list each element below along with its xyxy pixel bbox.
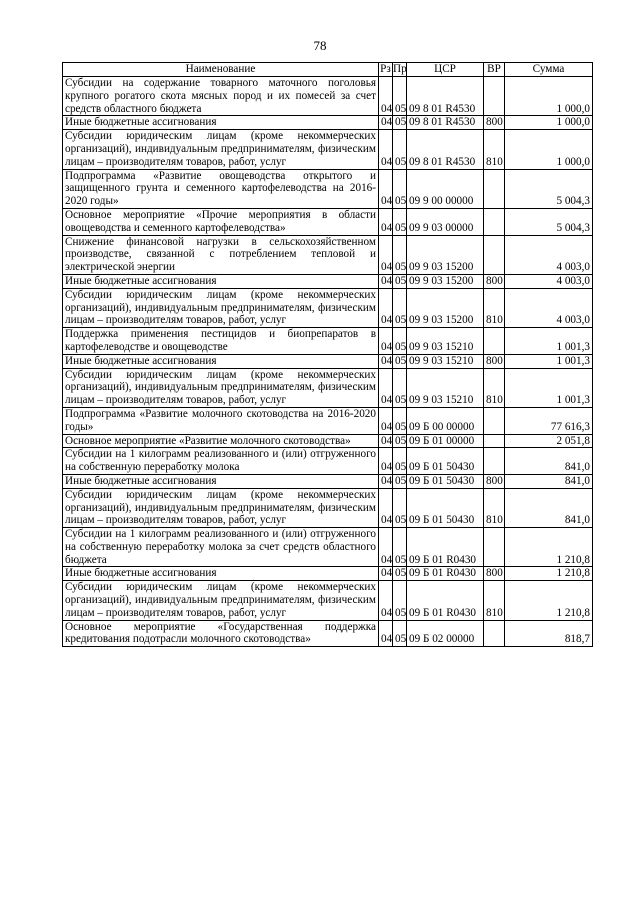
cell-sum: 4 003,0 bbox=[505, 288, 593, 327]
cell-pr: 05 bbox=[393, 328, 407, 355]
cell-csr: 09 8 01 R4530 bbox=[407, 77, 484, 116]
cell-pr: 05 bbox=[393, 77, 407, 116]
cell-sum: 1 210,8 bbox=[505, 528, 593, 567]
cell-rz: 04 bbox=[379, 116, 393, 130]
table-row bbox=[63, 208, 593, 235]
cell-name: Субсидии на содержание товарного маточного поголовья крупного рогатого скота мясных пород и их помесей за счет средств областного бюджета bbox=[63, 77, 379, 116]
table-row bbox=[63, 368, 593, 407]
cell-pr: 05 bbox=[393, 528, 407, 567]
cell-name: Иные бюджетные ассигнования bbox=[63, 274, 379, 288]
table-row bbox=[63, 169, 593, 208]
cell-sum: 1 001,3 bbox=[505, 368, 593, 407]
header-vr: ВР bbox=[484, 63, 505, 77]
cell-csr: 09 Б 01 R0430 bbox=[407, 581, 484, 620]
cell-name: Снижение финансовой нагрузки в сельскохозяйственном производстве, связанной с потреблением тепловой и электрической энергии bbox=[63, 235, 379, 274]
cell-sum: 841,0 bbox=[505, 448, 593, 475]
cell-rz: 04 bbox=[379, 407, 393, 434]
cell-csr: 09 8 01 R4530 bbox=[407, 130, 484, 169]
cell-rz: 04 bbox=[379, 528, 393, 567]
cell-csr: 09 9 03 15210 bbox=[407, 354, 484, 368]
cell-rz: 04 bbox=[379, 567, 393, 581]
cell-sum: 2 051,8 bbox=[505, 434, 593, 448]
cell-name: Субсидии юридическим лицам (кроме некоммерческих организаций), индивидуальным предпринимателям, физическим лицам – производителям товаров, работ, услуг bbox=[63, 368, 379, 407]
cell-rz: 04 bbox=[379, 169, 393, 208]
cell-rz: 04 bbox=[379, 130, 393, 169]
cell-pr: 05 bbox=[393, 116, 407, 130]
cell-csr: 09 9 03 00000 bbox=[407, 208, 484, 235]
cell-csr: 09 9 00 00000 bbox=[407, 169, 484, 208]
cell-csr: 09 Б 01 R0430 bbox=[407, 528, 484, 567]
cell-name: Субсидии юридическим лицам (кроме некоммерческих организаций), индивидуальным предпринимателям, физическим лицам – производителям товаров, работ, услуг bbox=[63, 488, 379, 527]
cell-name: Подпрограмма «Развитие овощеводства открытого и защищенного грунта и семенного картофелеводства на 2016-2020 годы» bbox=[63, 169, 379, 208]
table-row bbox=[63, 581, 593, 620]
cell-vr bbox=[484, 434, 505, 448]
cell-csr: 09 Б 01 R0430 bbox=[407, 567, 484, 581]
cell-vr: 800 bbox=[484, 354, 505, 368]
cell-pr: 05 bbox=[393, 620, 407, 647]
cell-rz: 04 bbox=[379, 448, 393, 475]
cell-csr: 09 8 01 R4530 bbox=[407, 116, 484, 130]
table-row bbox=[63, 116, 593, 130]
cell-csr: 09 Б 01 50430 bbox=[407, 448, 484, 475]
cell-sum: 1 001,3 bbox=[505, 328, 593, 355]
table-row bbox=[63, 288, 593, 327]
cell-name: Субсидии юридическим лицам (кроме некоммерческих организаций), индивидуальным предпринимателям, физическим лицам – производителям товаров, работ, услуг bbox=[63, 288, 379, 327]
cell-pr: 05 bbox=[393, 288, 407, 327]
cell-sum: 841,0 bbox=[505, 474, 593, 488]
cell-pr: 05 bbox=[393, 274, 407, 288]
header-sum: Сумма bbox=[505, 63, 593, 77]
table-row bbox=[63, 567, 593, 581]
cell-sum: 5 004,3 bbox=[505, 169, 593, 208]
cell-name: Подпрограмма «Развитие молочного скотоводства на 2016-2020 годы» bbox=[63, 407, 379, 434]
budget-table bbox=[62, 62, 593, 647]
table-row bbox=[63, 407, 593, 434]
cell-csr: 09 Б 01 50430 bbox=[407, 488, 484, 527]
cell-csr: 09 9 03 15200 bbox=[407, 235, 484, 274]
cell-rz: 04 bbox=[379, 368, 393, 407]
cell-pr: 05 bbox=[393, 434, 407, 448]
cell-sum: 818,7 bbox=[505, 620, 593, 647]
cell-name: Иные бюджетные ассигнования bbox=[63, 354, 379, 368]
cell-pr: 05 bbox=[393, 488, 407, 527]
cell-vr: 810 bbox=[484, 130, 505, 169]
cell-csr: 09 9 03 15200 bbox=[407, 288, 484, 327]
cell-sum: 1 000,0 bbox=[505, 77, 593, 116]
cell-vr: 800 bbox=[484, 116, 505, 130]
cell-rz: 04 bbox=[379, 288, 393, 327]
cell-pr: 05 bbox=[393, 448, 407, 475]
cell-name: Основное мероприятие «Государственная поддержка кредитования подотрасли молочного скотоводства» bbox=[63, 620, 379, 647]
cell-pr: 05 bbox=[393, 368, 407, 407]
cell-vr: 800 bbox=[484, 274, 505, 288]
cell-pr: 05 bbox=[393, 235, 407, 274]
cell-vr: 810 bbox=[484, 368, 505, 407]
cell-rz: 04 bbox=[379, 235, 393, 274]
cell-csr: 09 Б 00 00000 bbox=[407, 407, 484, 434]
cell-sum: 1 000,0 bbox=[505, 116, 593, 130]
cell-sum: 4 003,0 bbox=[505, 235, 593, 274]
cell-csr: 09 Б 01 50430 bbox=[407, 474, 484, 488]
cell-name: Субсидии на 1 килограмм реализованного и (или) отгруженного на собственную переработку молока за счет средств областного бюджета bbox=[63, 528, 379, 567]
cell-rz: 04 bbox=[379, 434, 393, 448]
cell-pr: 05 bbox=[393, 581, 407, 620]
cell-rz: 04 bbox=[379, 474, 393, 488]
page-number: 78 bbox=[313, 38, 327, 53]
cell-name: Основное мероприятие «Прочие мероприятия в области овощеводства и семенного картофелеводства» bbox=[63, 208, 379, 235]
cell-sum: 77 616,3 bbox=[505, 407, 593, 434]
header-pr: Пр bbox=[393, 63, 407, 76]
cell-csr: 09 9 03 15210 bbox=[407, 328, 484, 355]
cell-name: Иные бюджетные ассигнования bbox=[63, 116, 379, 130]
header-csr: ЦСР bbox=[407, 63, 484, 77]
cell-vr: 810 bbox=[484, 581, 505, 620]
cell-csr: 09 9 03 15200 bbox=[407, 274, 484, 288]
cell-name: Субсидии на 1 килограмм реализованного и (или) отгруженного на собственную переработку молока bbox=[63, 448, 379, 475]
cell-vr: 810 bbox=[484, 288, 505, 327]
table-header-row bbox=[63, 63, 593, 77]
table-row bbox=[63, 528, 593, 567]
table-row bbox=[63, 434, 593, 448]
cell-sum: 1 210,8 bbox=[505, 581, 593, 620]
cell-name: Поддержка применения пестицидов и биопрепаратов в картофелеводстве и овощеводстве bbox=[63, 328, 379, 355]
cell-pr: 05 bbox=[393, 474, 407, 488]
table-row bbox=[63, 274, 593, 288]
cell-vr bbox=[484, 528, 505, 567]
cell-pr: 05 bbox=[393, 567, 407, 581]
cell-csr: 09 9 03 15210 bbox=[407, 368, 484, 407]
cell-rz: 04 bbox=[379, 208, 393, 235]
cell-vr bbox=[484, 448, 505, 475]
cell-vr bbox=[484, 407, 505, 434]
cell-vr bbox=[484, 208, 505, 235]
table-row bbox=[63, 77, 593, 116]
cell-rz: 04 bbox=[379, 77, 393, 116]
cell-vr bbox=[484, 77, 505, 116]
cell-vr bbox=[484, 328, 505, 355]
cell-pr: 05 bbox=[393, 130, 407, 169]
table-row bbox=[63, 474, 593, 488]
cell-rz: 04 bbox=[379, 274, 393, 288]
cell-sum: 841,0 bbox=[505, 488, 593, 527]
cell-vr: 800 bbox=[484, 567, 505, 581]
cell-rz: 04 bbox=[379, 354, 393, 368]
cell-sum: 4 003,0 bbox=[505, 274, 593, 288]
cell-vr bbox=[484, 235, 505, 274]
cell-pr: 05 bbox=[393, 354, 407, 368]
cell-sum: 1 210,8 bbox=[505, 567, 593, 581]
table-row bbox=[63, 354, 593, 368]
cell-name: Иные бюджетные ассигнования bbox=[63, 474, 379, 488]
cell-rz: 04 bbox=[379, 581, 393, 620]
header-rz: Рз bbox=[380, 63, 391, 76]
cell-rz: 04 bbox=[379, 328, 393, 355]
cell-pr: 05 bbox=[393, 169, 407, 208]
table-row bbox=[63, 235, 593, 274]
cell-csr: 09 Б 02 00000 bbox=[407, 620, 484, 647]
cell-sum: 1 001,3 bbox=[505, 354, 593, 368]
cell-name: Иные бюджетные ассигнования bbox=[63, 567, 379, 581]
cell-pr: 05 bbox=[393, 407, 407, 434]
cell-name: Субсидии юридическим лицам (кроме некоммерческих организаций), индивидуальным предпринимателям, физическим лицам – производителям товаров, работ, услуг bbox=[63, 581, 379, 620]
cell-name: Субсидии юридическим лицам (кроме некоммерческих организаций), индивидуальным предпринимателям, физическим лицам – производителям товаров, работ, услуг bbox=[63, 130, 379, 169]
cell-vr: 800 bbox=[484, 474, 505, 488]
cell-name: Основное мероприятие «Развитие молочного скотоводства» bbox=[63, 434, 379, 448]
cell-rz: 04 bbox=[379, 620, 393, 647]
table-row bbox=[63, 448, 593, 475]
cell-vr bbox=[484, 169, 505, 208]
cell-sum: 1 000,0 bbox=[505, 130, 593, 169]
table-row bbox=[63, 328, 593, 355]
cell-csr: 09 Б 01 00000 bbox=[407, 434, 484, 448]
table-row bbox=[63, 130, 593, 169]
table-row bbox=[63, 488, 593, 527]
cell-rz: 04 bbox=[379, 488, 393, 527]
cell-sum: 5 004,3 bbox=[505, 208, 593, 235]
header-name: Наименование bbox=[63, 63, 379, 77]
cell-vr bbox=[484, 620, 505, 647]
cell-pr: 05 bbox=[393, 208, 407, 235]
table-row bbox=[63, 620, 593, 647]
cell-vr: 810 bbox=[484, 488, 505, 527]
